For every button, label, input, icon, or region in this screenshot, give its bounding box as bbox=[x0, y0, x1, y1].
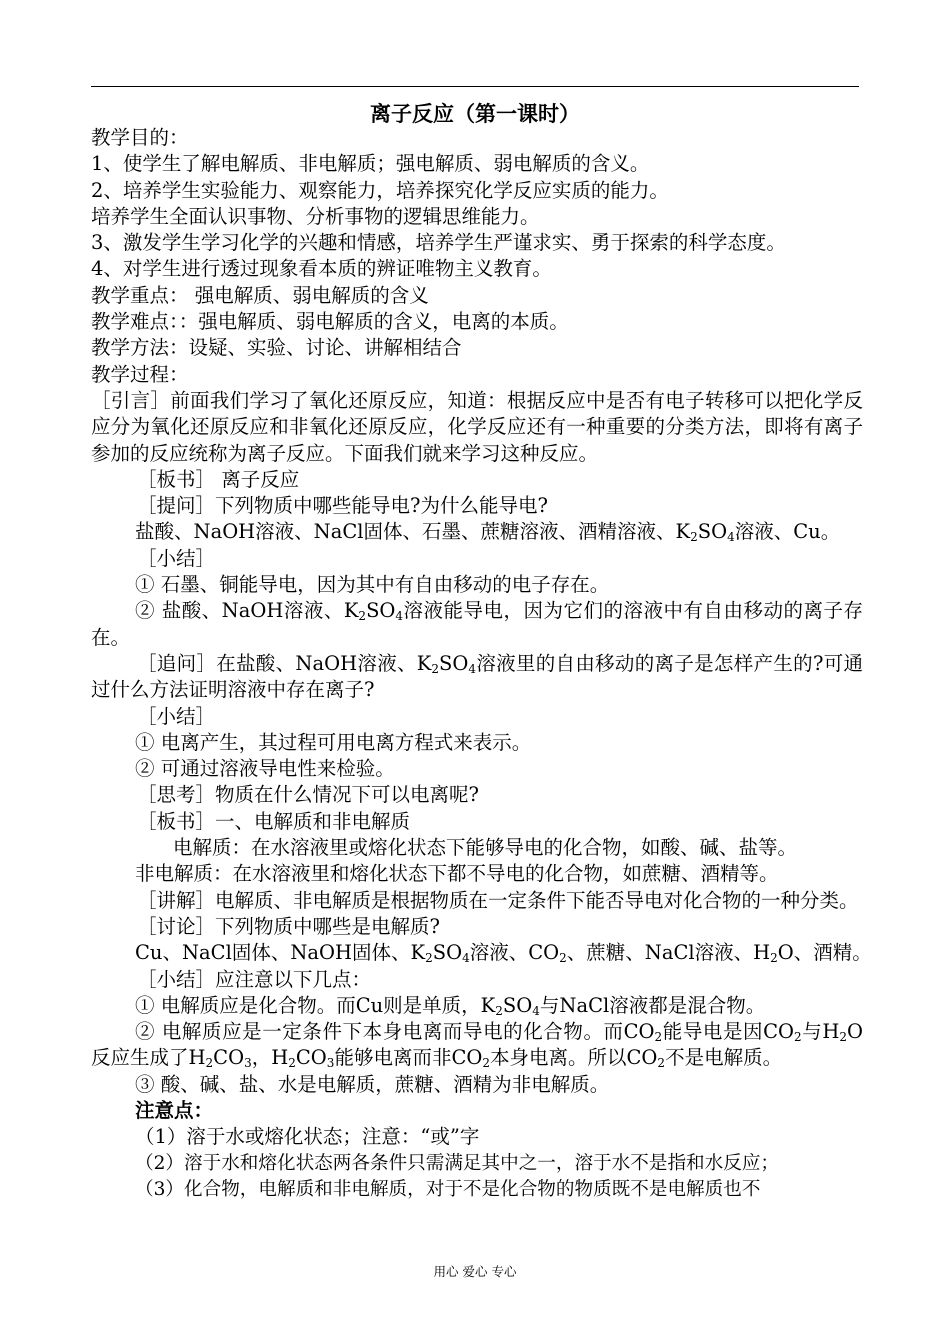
definition-electrolyte: 电解质：在水溶液里或熔化状态下能够导电的化合物，如酸、碱、盐等。 bbox=[173, 836, 798, 860]
intro-paragraph: ［引言］前面我们学习了氧化还原反应，知道：根据反应中是否有电子转移可以把化学反应分为氧化还原反应和非氧化还原反应，化学反应还有一种重要的分类方法，即将有离子参加的反应统称为离子反应。下面我们就来学习这种反应。 bbox=[91, 388, 863, 465]
note-1: （1）溶于水或熔化状态；注意：“或”字 bbox=[135, 1125, 480, 1149]
summary-2-item-2: ② 可通过溶液导电性来检验。 bbox=[135, 757, 395, 781]
substance-list-2: Cu、NaCl固体、NaOH固体、$K_2SO_4$溶液、$CO_2$、蔗糖、NaCl溶液、$H_2O$、酒精。 bbox=[135, 941, 872, 966]
key-point: 教学重点： 强电解质、弱电解质的含义 bbox=[91, 283, 429, 307]
summary-2: ［小结］ bbox=[137, 704, 216, 728]
teaching-method: 教学方法：设疑、实验、讨论、讲解相结合 bbox=[91, 336, 462, 360]
objective-3: 3、激发学生学习化学的兴趣和情感，培养学生严谨求实、勇于探索的科学态度。 bbox=[91, 231, 786, 255]
summary-1-item-1: ① 石墨、铜能导电，因为其中有自由移动的电子存在。 bbox=[135, 573, 610, 597]
difficulty: 教学难点：：强电解质、弱电解质的含义，电离的本质。 bbox=[91, 310, 569, 334]
board-note-1: ［板书］ 离子反应 bbox=[137, 467, 300, 491]
objectives-heading: 教学目的： bbox=[91, 126, 189, 149]
summary-3-item-2: ② 电解质应是一定条件下本身电离而导电的化合物。而$CO_2$能导电是因$CO_2$与$H_2O$反应生成了$H_2CO_3$，$H_2CO_3$能够电离而非$CO_2$本身电离。所以$CO_2$不是电解质。 bbox=[91, 1020, 863, 1071]
process-heading: 教学过程： bbox=[91, 362, 189, 386]
discussion-question: ［讨论］下列物质中哪些是电解质? bbox=[137, 914, 440, 938]
definition-nonelectrolyte: 非电解质：在水溶液里和熔化状态下都不导电的化合物，如蔗糖、酒精等。 bbox=[135, 862, 779, 886]
explanation: ［讲解］电解质、非电解质是根据物质在一定条件下能否导电对化合物的一种分类。 bbox=[137, 888, 859, 912]
substance-list-1: 盐酸、NaOH溶液、NaCl固体、石墨、蔗糖溶液、酒精溶液、$K_2SO_4$溶液、Cu。 bbox=[135, 520, 841, 545]
document-body bbox=[91, 125, 872, 1203]
summary-1: ［小结］ bbox=[137, 546, 216, 570]
question-1: ［提问］下列物质中哪些能导电?为什么能导电? bbox=[137, 494, 548, 518]
think-question: ［思考］物质在什么情况下可以电离呢? bbox=[137, 783, 479, 807]
objective-2b: 培养学生全面认识事物、分析事物的逻辑思维能力。 bbox=[91, 204, 540, 228]
summary-3: ［小结］应注意以下几点： bbox=[137, 967, 372, 991]
followup-question: ［追问］在盐酸、NaOH溶液、$K_2SO_4$溶液里的自由移动的离子是怎样产生的?可通过什么方法证明溶液中存在离子? bbox=[91, 651, 863, 702]
board-note-2: ［板书］一、电解质和非电解质 bbox=[137, 809, 411, 833]
objective-1: 1、使学生了解电解质、非电解质；强电解质、弱电解质的含义。 bbox=[91, 152, 650, 176]
summary-3-item-3: ③ 酸、碱、盐、水是电解质，蔗糖、酒精为非电解质。 bbox=[135, 1072, 610, 1096]
summary-1-item-2: ② 盐酸、NaOH溶液、$K_2SO_4$溶液能导电，因为它们的溶液中有自由移动的离子存在。 bbox=[91, 599, 863, 649]
objective-4: 4、对学生进行透过现象看本质的辨证唯物主义教育。 bbox=[91, 257, 552, 281]
page-title: 离子反应（第一课时） bbox=[370, 102, 580, 126]
summary-2-item-1: ① 电离产生，其过程可用电离方程式来表示。 bbox=[135, 730, 532, 754]
note-3: （3）化合物，电解质和非电解质，对于不是化合物的物质既不是电解质也不 bbox=[135, 1178, 761, 1200]
header-rule bbox=[91, 86, 859, 87]
note-2: （2）溶于水和熔化状态两各条件只需满足其中之一，溶于水不是指和水反应； bbox=[135, 1152, 780, 1174]
page-footer: 用心 爱心 专心 bbox=[433, 1264, 517, 1279]
objective-2: 2、培养学生实验能力、观察能力，培养探究化学反应实质的能力。 bbox=[91, 178, 669, 202]
notes-heading: 注意点： bbox=[135, 1098, 214, 1122]
summary-3-item-1: ① 电解质应是化合物。而Cu则是单质，$K_2SO_4$与NaCl溶液都是混合物。 bbox=[135, 993, 766, 1018]
